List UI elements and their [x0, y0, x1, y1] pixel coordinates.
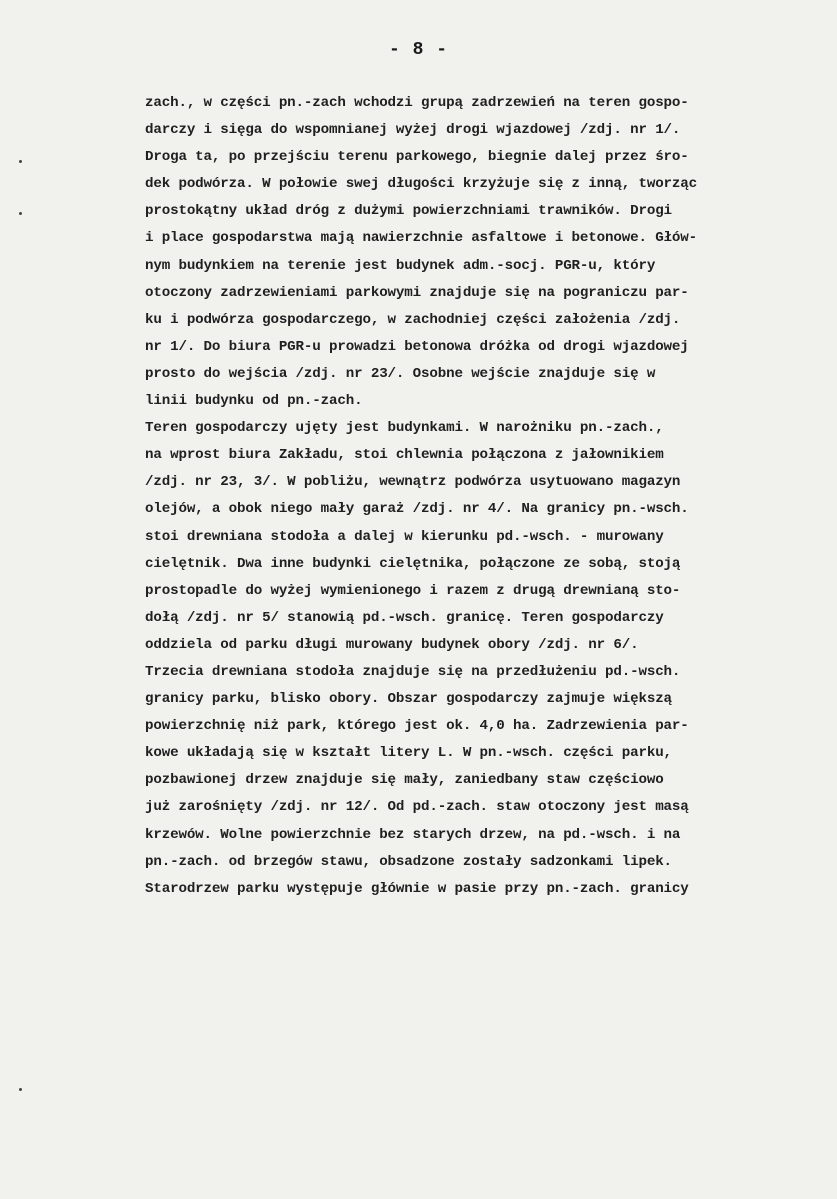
text-line: Teren gospodarczy ujęty jest budynkami. W narożniku pn.-zach., — [145, 420, 664, 437]
text-line: zach., w części pn.-zach wchodzi grupą zadrzewień na teren gospo- — [145, 95, 689, 111]
text-line: ku i podwórza gospodarczego, w zachodniej części założenia /zdj. — [145, 311, 681, 328]
text-line: nym budynkiem na terenie jest budynek adm.-socj. PGR-u, który — [145, 257, 656, 274]
text-line: Starodrzew parku występuje głównie w pasie przy pn.-zach. granicy — [145, 880, 689, 897]
text-line: granicy parku, blisko obory. Obszar gospodarczy zajmuje większą — [145, 691, 672, 708]
text-line: oddziela od parku długi murowany budynek obory /zdj. nr 6/. — [145, 636, 639, 653]
text-line: dek podwórza. W połowie swej długości krzyżuje się z inną, tworząc — [145, 176, 698, 193]
text-line: stoi drewniana stodoła a dalej w kierunku pd.-wsch. - murowany — [145, 528, 664, 545]
page-number: - 8 - — [388, 40, 448, 60]
text-line: dołą /zdj. nr 5/ stanowią pd.-wsch. granicę. Teren gospodarczy — [145, 609, 664, 626]
text-line: olejów, a obok niego mały garaż /zdj. nr 4/. Na granicy pn.-wsch. — [145, 501, 689, 518]
text-line: na wprost biura Zakładu, stoi chlewnia połączona z jałownikiem — [145, 447, 664, 464]
text-line: darczy i sięga do wspomnianej wyżej drogi wjazdowej /zdj. nr 1/. — [145, 122, 681, 139]
margin-mark — [19, 160, 22, 163]
body-text — [145, 90, 820, 903]
text-line: powierzchnię niż park, którego jest ok. 4,0 ha. Zadrzewienia par- — [145, 718, 689, 735]
text-line: prostokątny układ dróg z dużymi powierzchniami trawników. Drogi — [145, 203, 672, 220]
text-line: Trzecia drewniana stodoła znajduje się na przedłużeniu pd.-wsch. — [145, 663, 681, 680]
text-line: prosto do wejścia /zdj. nr 23/. Osobne wejście znajduje się w — [145, 365, 656, 382]
text-line: /zdj. nr 23, 3/. W pobliżu, wewnątrz podwórza usytuowano magazyn — [145, 474, 681, 491]
margin-mark — [19, 1088, 22, 1091]
text-line: prostopadle do wyżej wymienionego i razem z drugą drewnianą sto- — [145, 582, 681, 599]
text-line: pozbawionej drzew znajduje się mały, zaniedbany staw częściowo — [145, 772, 664, 789]
text-line: otoczony zadrzewieniami parkowymi znajduje się na pograniczu par- — [145, 284, 689, 301]
text-line: już zarośnięty /zdj. nr 12/. Od pd.-zach. staw otoczony jest masą — [145, 799, 689, 816]
text-line: linii budynku od pn.-zach. — [145, 393, 363, 410]
text-line: nr 1/. Do biura PGR-u prowadzi betonowa dróżka od drogi wjazdowej — [145, 338, 689, 355]
text-line: kowe układają się w kształt litery L. W pn.-wsch. części parku, — [145, 745, 672, 762]
text-line: pn.-zach. od brzegów stawu, obsadzone zostały sadzonkami lipek. — [145, 853, 672, 870]
text-line: Droga ta, po przejściu terenu parkowego, biegnie dalej przez śro- — [145, 149, 689, 166]
text-line: i place gospodarstwa mają nawierzchnie asfaltowe i betonowe. Głów- — [145, 230, 698, 247]
text-line: cielętnik. Dwa inne budynki cielętnika, połączone ze sobą, stoją — [145, 555, 681, 572]
margin-mark — [19, 212, 22, 215]
text-line: krzewów. Wolne powierzchnie bez starych drzew, na pd.-wsch. i na — [145, 826, 681, 843]
